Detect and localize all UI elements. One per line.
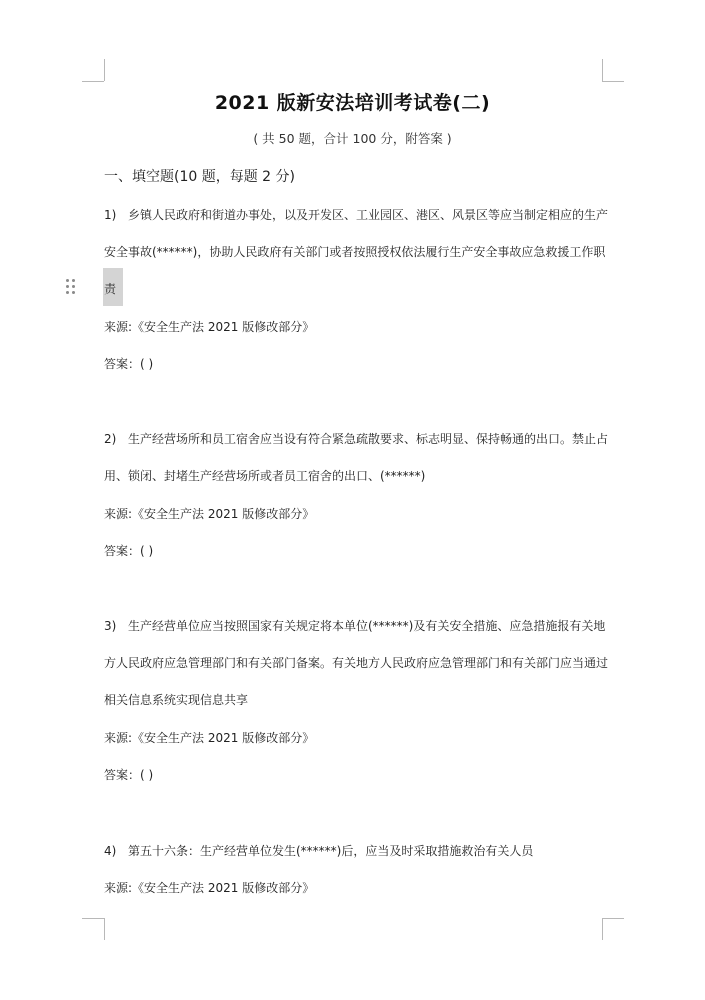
section-heading: 一、填空题(10 题，每题 2 分) [104, 169, 295, 185]
question-3-line-2: 方人民政府应急管理部门和有关部门备案。有关地方人民政府应急管理部门和有关部门应当通过 [104, 656, 609, 670]
question-4-number: 4) [104, 844, 117, 858]
question-3-line-1: 3) 生产经营单位应当按照国家有关规定将本单位(******)及有关安全措施、应急措施报有关地 [104, 619, 606, 633]
question-2-number: 2) [104, 432, 117, 446]
question-1-line-2: 安全事故(******)，协助人民政府有关部门或者按照授权依法履行生产安全事故应急救援工作职 [104, 245, 606, 259]
crop-mark-bottom-right-vertical [602, 918, 603, 940]
document-subtitle: ( 共 50 题，合计 100 分，附答案 ) [253, 131, 452, 146]
crop-mark-bottom-left-vertical [104, 918, 105, 940]
crop-mark-bottom-right-horizontal [602, 918, 624, 919]
crop-mark-top-right-vertical [602, 59, 603, 81]
question-2-source: 来源:《安全生产法 2021 版修改部分》 [104, 507, 315, 521]
drag-handle-icon[interactable] [66, 279, 76, 295]
question-1-answer: 答案：( ) [104, 357, 154, 371]
crop-mark-top-left-horizontal [82, 81, 104, 82]
question-4-line-1: 4) 第五十六条：生产经营单位发生(******)后，应当及时采取措施救治有关人员 [104, 844, 534, 858]
question-1-line-1: 1) 乡镇人民政府和街道办事处，以及开发区、工业园区、港区、风景区等应当制定相应的生产 [104, 208, 609, 222]
crop-mark-top-right-horizontal [602, 81, 624, 82]
document-title: 2021 版新安法培训考试卷(二) [214, 92, 491, 114]
question-2-line-2: 用、锁闭、封堵生产经营场所或者员工宿舍的出口、(******) [104, 469, 426, 483]
crop-mark-top-left-vertical [104, 59, 105, 81]
question-1-source: 来源:《安全生产法 2021 版修改部分》 [104, 320, 315, 334]
question-3-number: 3) [104, 619, 117, 633]
question-1-line-3: 责 [104, 282, 117, 296]
question-4-source: 来源:《安全生产法 2021 版修改部分》 [104, 881, 315, 895]
question-3-answer: 答案：( ) [104, 768, 154, 782]
crop-mark-bottom-left-horizontal [82, 918, 104, 919]
question-3-line-3: 相关信息系统实现信息共享 [104, 693, 249, 707]
question-1-number: 1) [104, 208, 117, 222]
question-2-answer: 答案：( ) [104, 544, 154, 558]
question-3-source: 来源:《安全生产法 2021 版修改部分》 [104, 731, 315, 745]
question-2-line-1: 2) 生产经营场所和员工宿舍应当设有符合紧急疏散要求、标志明显、保持畅通的出口。禁止占 [104, 432, 609, 446]
